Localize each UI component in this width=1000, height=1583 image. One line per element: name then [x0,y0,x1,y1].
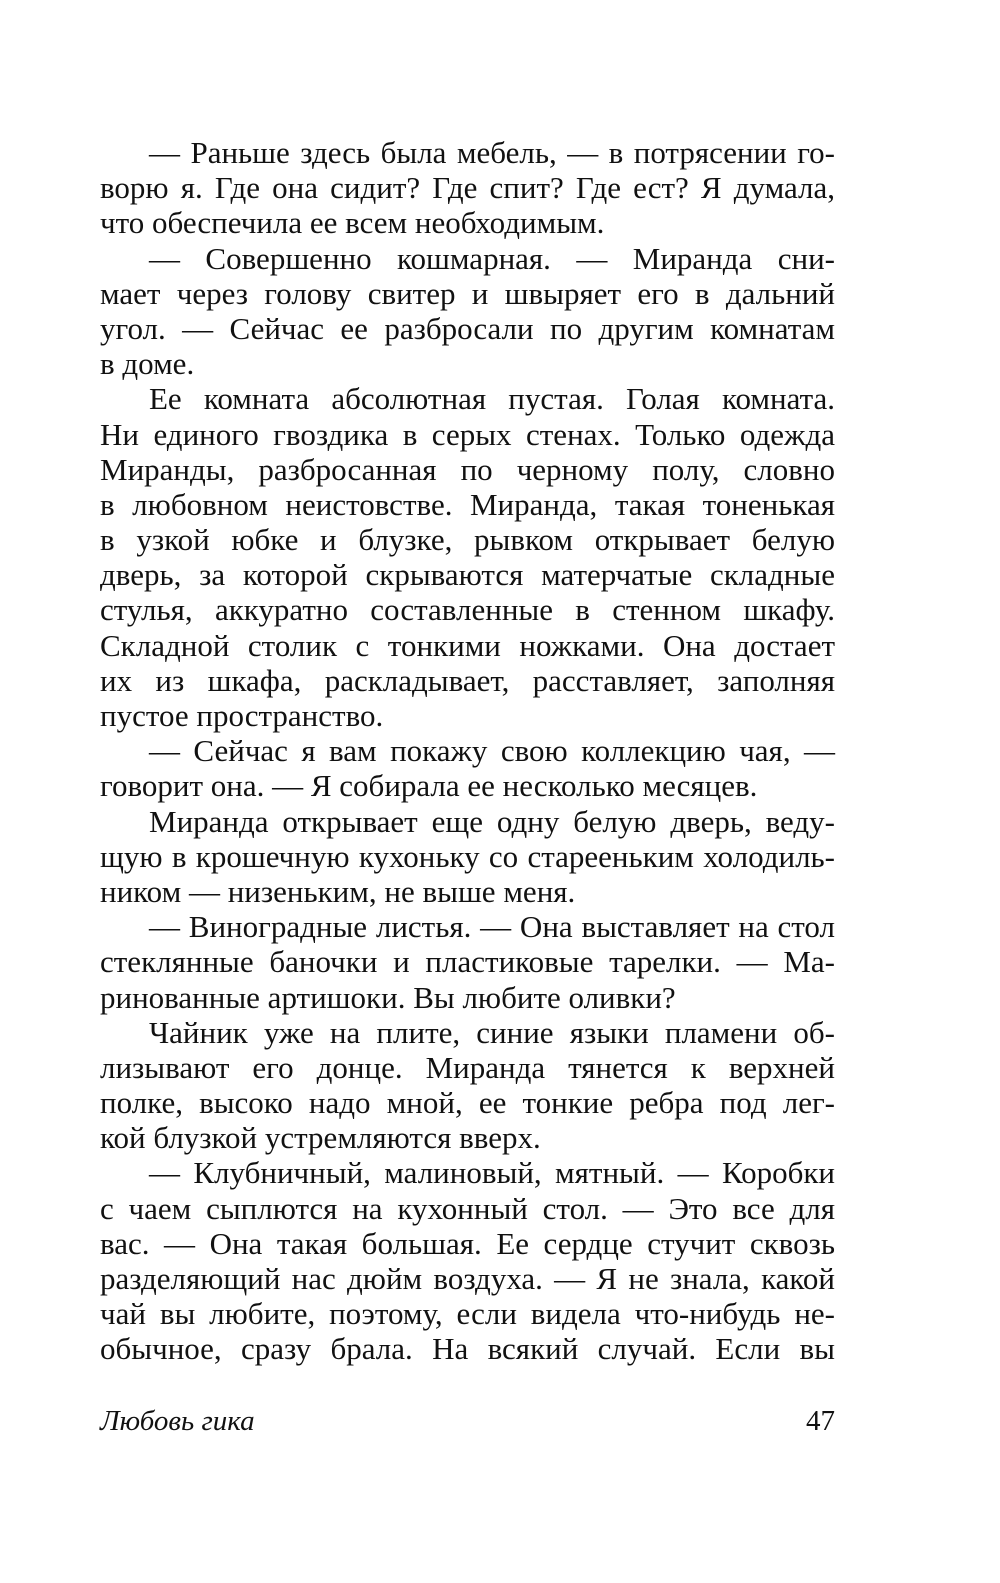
text-line: Складной столик с тонкими ножками. Она достает [100,627,835,663]
text-line: с чаем сыплются на кухонный стол. — Это все для [100,1190,835,1226]
running-title: Любовь гика [100,1405,255,1437]
text-line: Чайник уже на плите, синие языки пламени об- [149,1014,835,1050]
text-line: их из шкафа, раскладывает, расставляет, заполняя [100,662,835,698]
page-number: 47 [806,1405,835,1437]
text-line: лизывают его донце. Миранда тянется к верхней [100,1049,835,1085]
text-line: щую в крошечную кухоньку со старееньким холодиль- [100,838,835,874]
text-line: вас. — Она такая большая. Ее сердце стучит сквозь [100,1225,835,1261]
text-line: — Сейчас я вам покажу свою коллекцию чая, — [149,733,835,769]
text-line: что обеспечила ее всем необходимым. [100,205,605,241]
text-line: Ни единого гвоздика в серых стенах. Только одежда [100,416,835,452]
text-line: ринованные артишоки. Вы любите оливки? [100,979,676,1015]
text-line: Миранды, разбросанная по черному полу, словно [100,451,835,487]
page-footer [100,1405,835,1445]
text-line: пустое пространство. [100,698,384,733]
text-line: обычное, сразу брала. На всякий случай. Если вы [100,1331,835,1367]
text-line: — Раньше здесь была мебель, — в потрясении го- [149,135,835,170]
text-line: дверь, за которой скрываются матерчатые складные [100,557,835,593]
text-line: разделяющий нас дюйм воздуха. — Я не знала, какой [100,1261,835,1296]
text-line: стеклянные баночки и пластиковые тарелки. — Ма- [100,944,835,980]
text-line: — Совершенно кошмарная. — Миранда сни- [149,240,835,276]
text-line: в доме. [100,346,195,382]
text-line: угол. — Сейчас ее разбросали по другим комнатам [100,310,835,346]
text-line: в любовном неистовстве. Миранда, такая тоненькая [100,486,835,522]
text-line: мает через голову свитер и швыряет его в дальний [100,275,835,311]
text-line: Миранда открывает еще одну белую дверь, веду- [149,803,835,839]
text-line: полке, высоко надо мной, ее тонкие ребра под лег- [100,1085,835,1121]
text-line: кой блузкой устремляются вверх. [100,1120,541,1156]
text-line: ником — низеньким, не выше меня. [100,873,576,909]
body-text [100,135,835,1367]
text-line: — Клубничный, малиновый, мятный. — Коробки [149,1155,835,1191]
text-line: Ее комната абсолютная пустая. Голая комната. [149,381,835,417]
text-line: стулья, аккуратно составленные в стенном шкафу. [100,592,835,628]
text-line: — Виноградные листья. — Она выставляет на стол [149,909,835,945]
text-line: ворю я. Где она сидит? Где спит? Где ест? Я думала, [100,170,835,206]
text-line: в узкой юбке и блузке, рывком открывает белую [100,522,835,558]
text-line: чай вы любите, поэтому, если видела что-нибудь не- [100,1296,835,1332]
text-line: говорит она. — Я собирала ее несколько месяцев. [100,768,758,804]
